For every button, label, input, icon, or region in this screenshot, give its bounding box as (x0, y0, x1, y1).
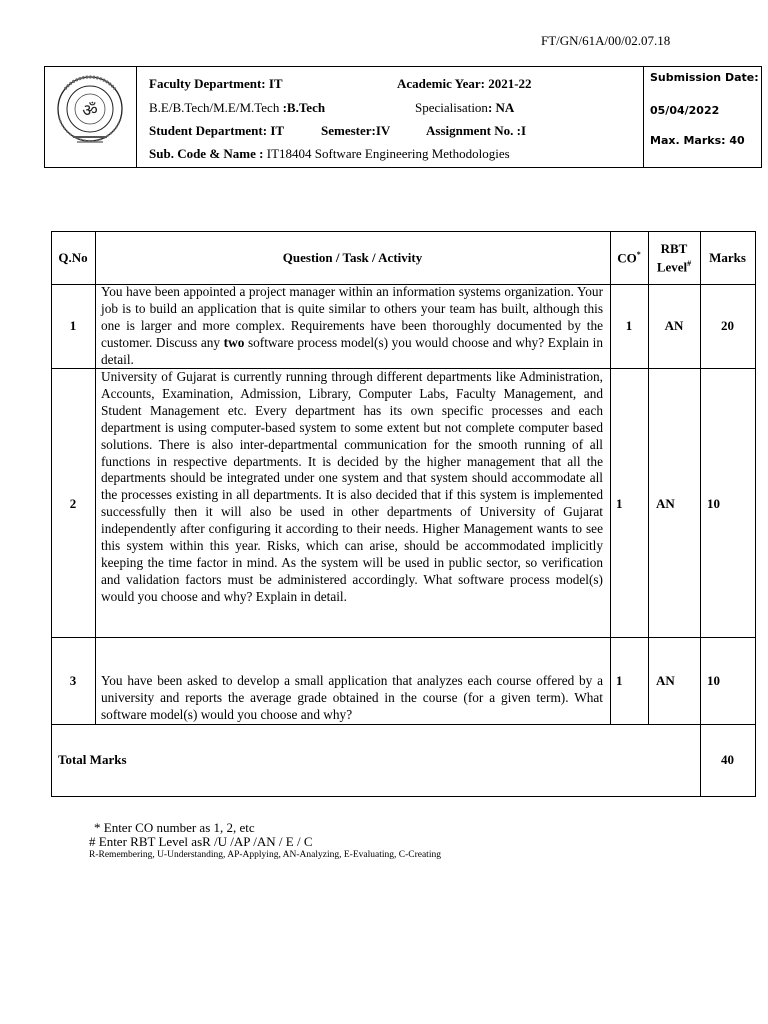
header-box (44, 66, 762, 168)
row-3-rbt: AN (656, 673, 675, 688)
row-2-qno: 2 (69, 496, 77, 511)
college-seal-icon (45, 67, 136, 167)
assignment-number: Assignment No. :I (426, 123, 527, 138)
header-question: Question / Task / Activity (282, 250, 423, 265)
degree: B.E/B.Tech/M.E/M.Tech :B.Tech (149, 100, 326, 115)
student-department: Student Department: IT (149, 123, 285, 138)
faculty-department: Faculty Department: IT (149, 76, 283, 91)
total-marks-label: Total Marks (58, 752, 127, 767)
row-1-marks: 20 (721, 318, 734, 333)
row-3-qno: 3 (69, 673, 77, 688)
row-3-question: You have been asked to develop a small application that analyzes each course offered by a university and reports the average grade obtained in the course (for a given term). What software model(s) would you choose and why? (101, 673, 603, 722)
svg-text:ॐ: ॐ (82, 101, 98, 121)
submission-label: Submission Date: (650, 71, 759, 84)
row-1-co: 1 (625, 318, 633, 333)
header-co: CO* (617, 250, 641, 266)
total-marks-value: 40 (721, 752, 734, 767)
row-2-marks: 10 (707, 496, 720, 511)
academic-year: Academic Year: 2021-22 (397, 76, 532, 91)
row-2-question: University of Gujarat is currently running through different departments like Administration, Accounts, Examination, Admission, Library, Computer Labs, Faculty Management, and Student Management etc. Every department has its own specific processes and each department is using computer-based system to some extent but not complete computer based solutions. There is also inter-departmental communication for the smooth running of all functions in respective departments. It is decided by the higher management that all the departments should be integrated under one system and that system should accommodate all the processes existing in all departments. It is also decided that if this system is implemented successfully then it will also be used in other departments of University of Gujarat independently after configuring it according to their needs. Higher Management wants to see this system within this year. Risks, which can arise, should be accommodated implicitly keeping the time factor in mind. As the system will be used in public sector, so verification and validation factors must be administered accordingly. What software process model(s) would you choose and why? Explain in detail. (101, 369, 603, 604)
row-1-question: You have been appointed a project manager within an information systems organization. Your job is to build an application that is quite similar to others your team has built, although this one is larger and more complex. Requirements have been thoroughly documented by the customer. Discuss any two software process model(s) you would choose and why? Explain in detail. (101, 284, 603, 367)
subject-code-name: Sub. Code & Name : IT18404 Software Engineering Methodologies (149, 146, 510, 161)
max-marks: Max. Marks: 40 (650, 134, 745, 147)
row-2-co: 1 (616, 496, 623, 511)
header-rbt-level: RBT Level# (656, 241, 692, 275)
row-3-co: 1 (616, 673, 623, 688)
specialisation: Specialisation: NA (415, 100, 515, 115)
semester: Semester:IV (321, 123, 391, 138)
document-code: FT/GN/61A/00/02.07.18 (541, 33, 671, 48)
co-note: * Enter CO number as 1, 2, etc (94, 820, 255, 835)
rbt-legend: R-Remembering, U-Understanding, AP-Applying, AN-Analyzing, E-Evaluating, C-Creating (89, 850, 441, 860)
row-2-rbt: AN (656, 496, 675, 511)
row-3-marks: 10 (707, 673, 720, 688)
rbt-note: # Enter RBT Level asR /U /AP /AN / E / C (89, 834, 313, 849)
question-table (51, 231, 756, 797)
header-qno: Q.No (58, 250, 88, 265)
header-marks: Marks (709, 250, 746, 265)
submission-date: 05/04/2022 (650, 104, 720, 117)
logo-cell (45, 67, 137, 167)
row-1-rbt: AN (664, 318, 684, 333)
submission-cell (643, 67, 762, 167)
row-1-qno: 1 (69, 318, 77, 333)
